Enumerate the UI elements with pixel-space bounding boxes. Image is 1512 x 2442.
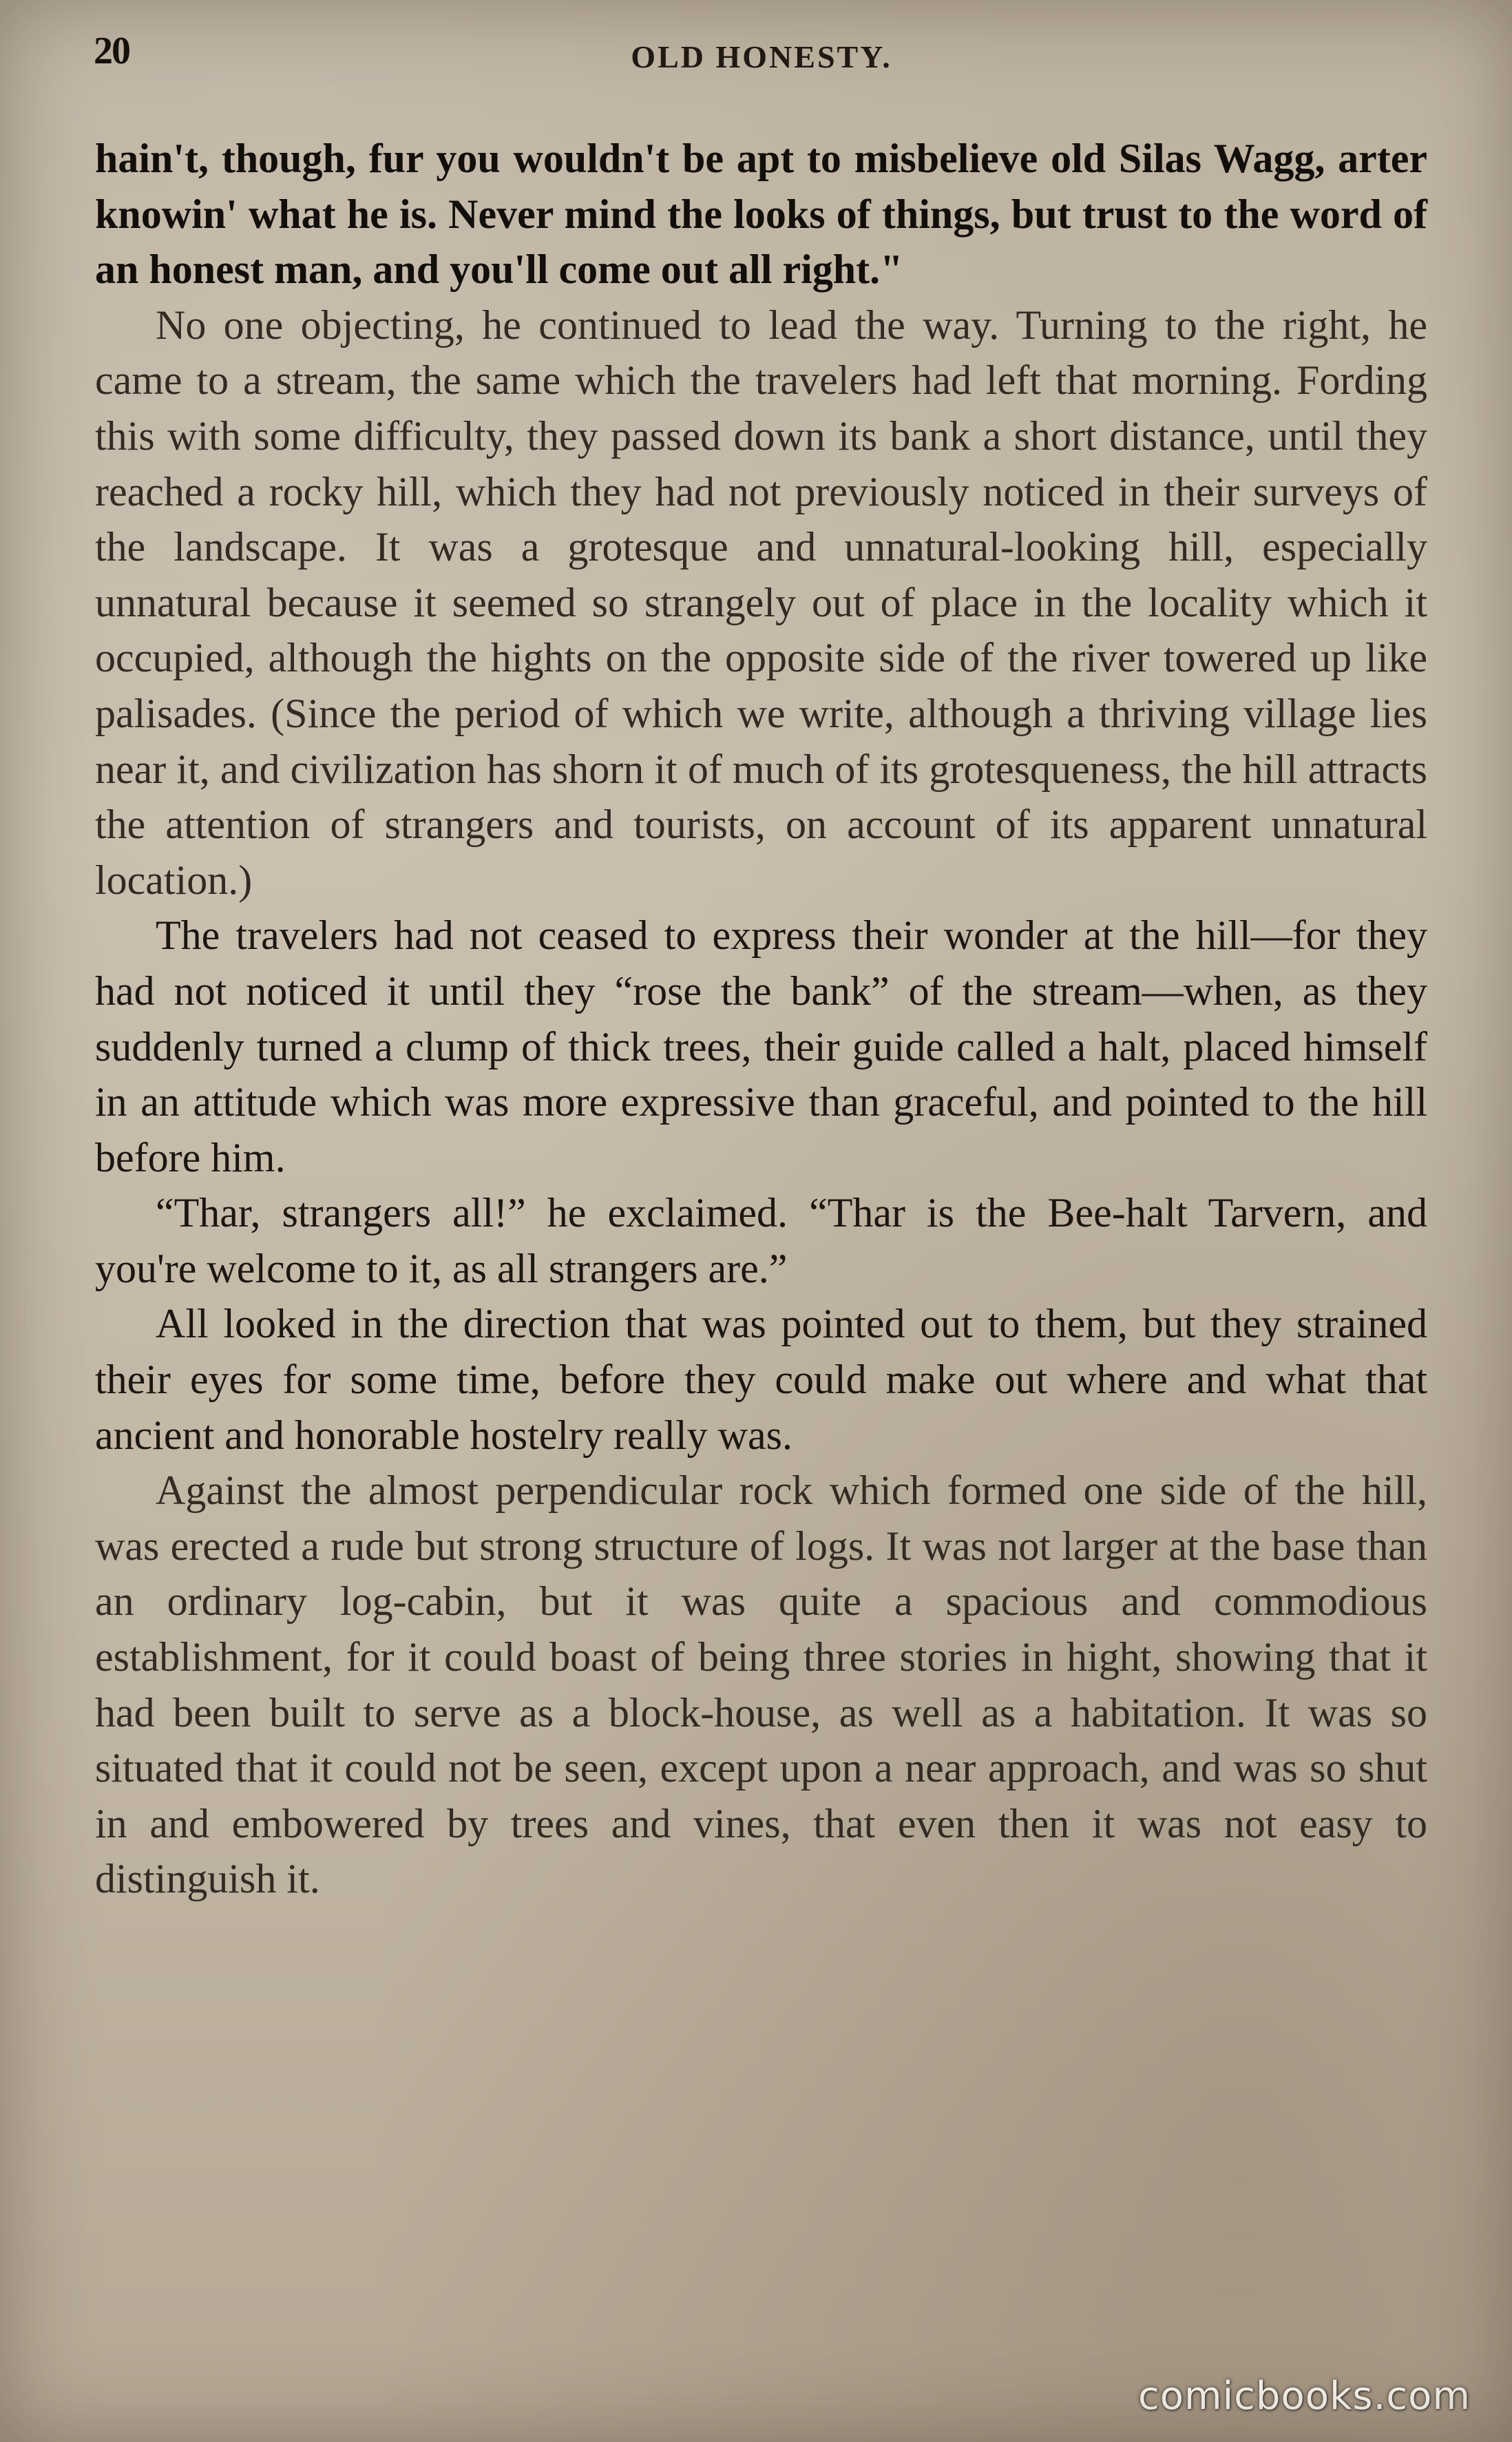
paragraph: No one objecting, he continued to lead the way. Turning to the right, he came to a stream, the same which the travelers had left that morning. Fording this with some difficulty, they passed down its bank a short distance, until they reached a rocky hill, which they had not previously noticed in their surveys of the landscape. It was a grotesque and unnatural-looking hill, especially unnatural because it seemed so strangely out of place in the locality which it occupied, although the hights on the opposite side of the river towered up like palisades. (Since the period of which we write, although a thriving village lies near it, and civilization has shorn it of much of its grotesqueness, the hill attracts the attention of strangers and tourists, on account of its apparent unnatural location.) [95, 302, 1427, 903]
paragraph: Against the almost perpendicular rock which formed one side of the hill, was erected a rude but strong structure of logs. It was not larger at the base than an ordinary log-cabin, but it was quite a spacious and commodious establishment, for it could boast of being three stories in hight, showing that it had been built to serve as a block-house, as well as a habitation. It was so situated that it could not be seen, except upon a near approach, and was so shut in and embowered by trees and vines, that even then it was not easy to distinguish it. [95, 1468, 1427, 1902]
watermark: comicbooks.com [1137, 2374, 1471, 2419]
running-head: OLD HONESTY. [631, 39, 892, 74]
paragraph: hain't, though, fur you wouldn't be apt to misbelieve old Silas Wagg, arter knowin' what he is. Never mind the looks of things, but trust to the word of an honest man, and you'll come out all right." [95, 136, 1427, 293]
page-header [94, 29, 1429, 84]
paragraph: All looked in the direction that was pointed out to them, but they strained their eyes for some time, before they could make out where and what that ancient and honorable hostelry really was. [95, 1301, 1427, 1458]
paragraph: “Thar, strangers all!” he exclaimed. “Thar is the Bee-halt Tarvern, and you're welcome to it, as all strangers are.” [95, 1190, 1427, 1291]
body-text [95, 131, 1427, 1907]
paragraph: The travelers had not ceased to express their wonder at the hill—for they had not noticed it until they “rose the bank” of the stream—when, as they suddenly turned a clump of thick trees, their guide called a halt, placed himself in an attitude which was more expressive than graceful, and pointed to the hill before him. [95, 912, 1427, 1180]
page-number: 20 [94, 30, 129, 72]
